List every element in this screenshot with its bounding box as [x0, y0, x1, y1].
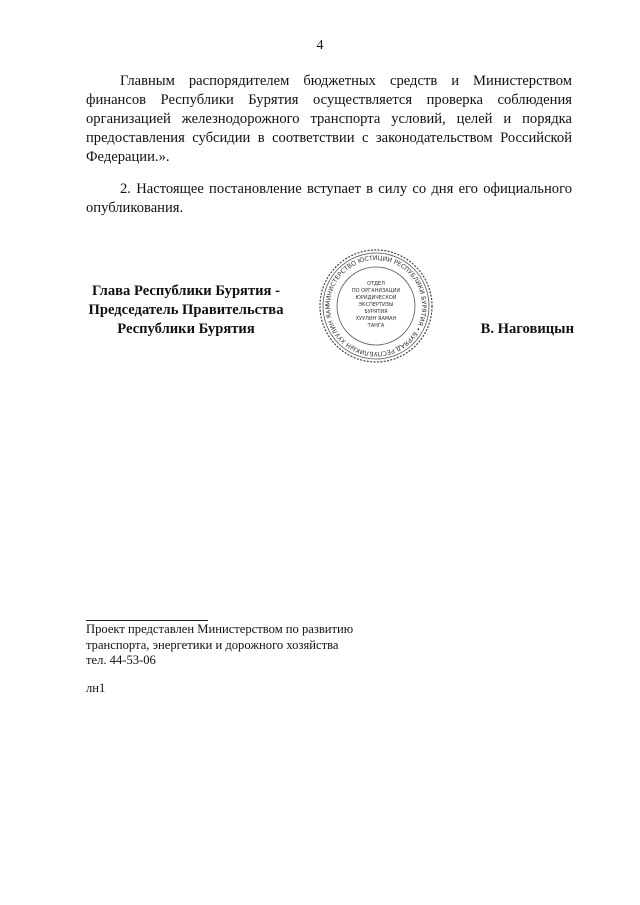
signatory-name: В. Наговицын [480, 321, 574, 337]
footnote-line: транспорта, энергетики и дорожного хозяйства [86, 637, 339, 652]
footnote-line: Проект представлен Министерством по развитию [86, 622, 354, 636]
paragraph-text: 2. Настоящее постановление вступает в силу со дня его официального опубликования. [86, 181, 572, 216]
seal-center-line: ЭКСПЕРТИЗЫ [358, 302, 394, 308]
signatory-title-line: Глава Республики Бурятия - [92, 283, 280, 299]
seal-center-line: ОТДЕЛ [367, 281, 385, 287]
seal-ring-text: МИНИСТЕРСТВО ЮСТИЦИИ РЕСПУБЛИКИ БУРЯТИЯ • БУРЯАД РЕСПУБЛИКЫН ХУУЛИН ЯАМ [324, 254, 428, 358]
seal-center-line: ПО ОРГАНИЗАЦИИ [351, 288, 401, 294]
seal-graphic [318, 248, 434, 364]
seal-center-line: БУРЯТИЯ [364, 309, 388, 315]
paragraph-text: Главным распорядителем бюджетных средств и Министерством финансов Республики Бурятия осуществляется проверка соблюдения организацией железнодорожного транспорта условий, целей и порядка предоставления субсидии в соответствии с законодательством Российской Федерации.». [86, 73, 572, 165]
seal-center-line: ХУУЛИН ЯАМАН [355, 316, 397, 322]
signatory-title-line: Председатель Правительства [88, 302, 284, 318]
seal-center-line: ЮРИДИЧЕСКОЙ [355, 295, 397, 301]
footnote [86, 622, 416, 669]
page-number: 4 [316, 38, 324, 53]
seal-center-line: ТАНГА [367, 323, 385, 329]
signatory-title-line: Республики Бурятия [117, 321, 255, 337]
signatory-title [80, 282, 292, 339]
reference-code: лн1 [86, 681, 106, 695]
footnote-divider [86, 620, 208, 621]
paragraph-effective-date [86, 180, 572, 218]
paragraph-closing-provision [86, 72, 572, 167]
footnote-line: тел. 44-53-06 [86, 653, 156, 668]
official-seal [318, 248, 434, 364]
